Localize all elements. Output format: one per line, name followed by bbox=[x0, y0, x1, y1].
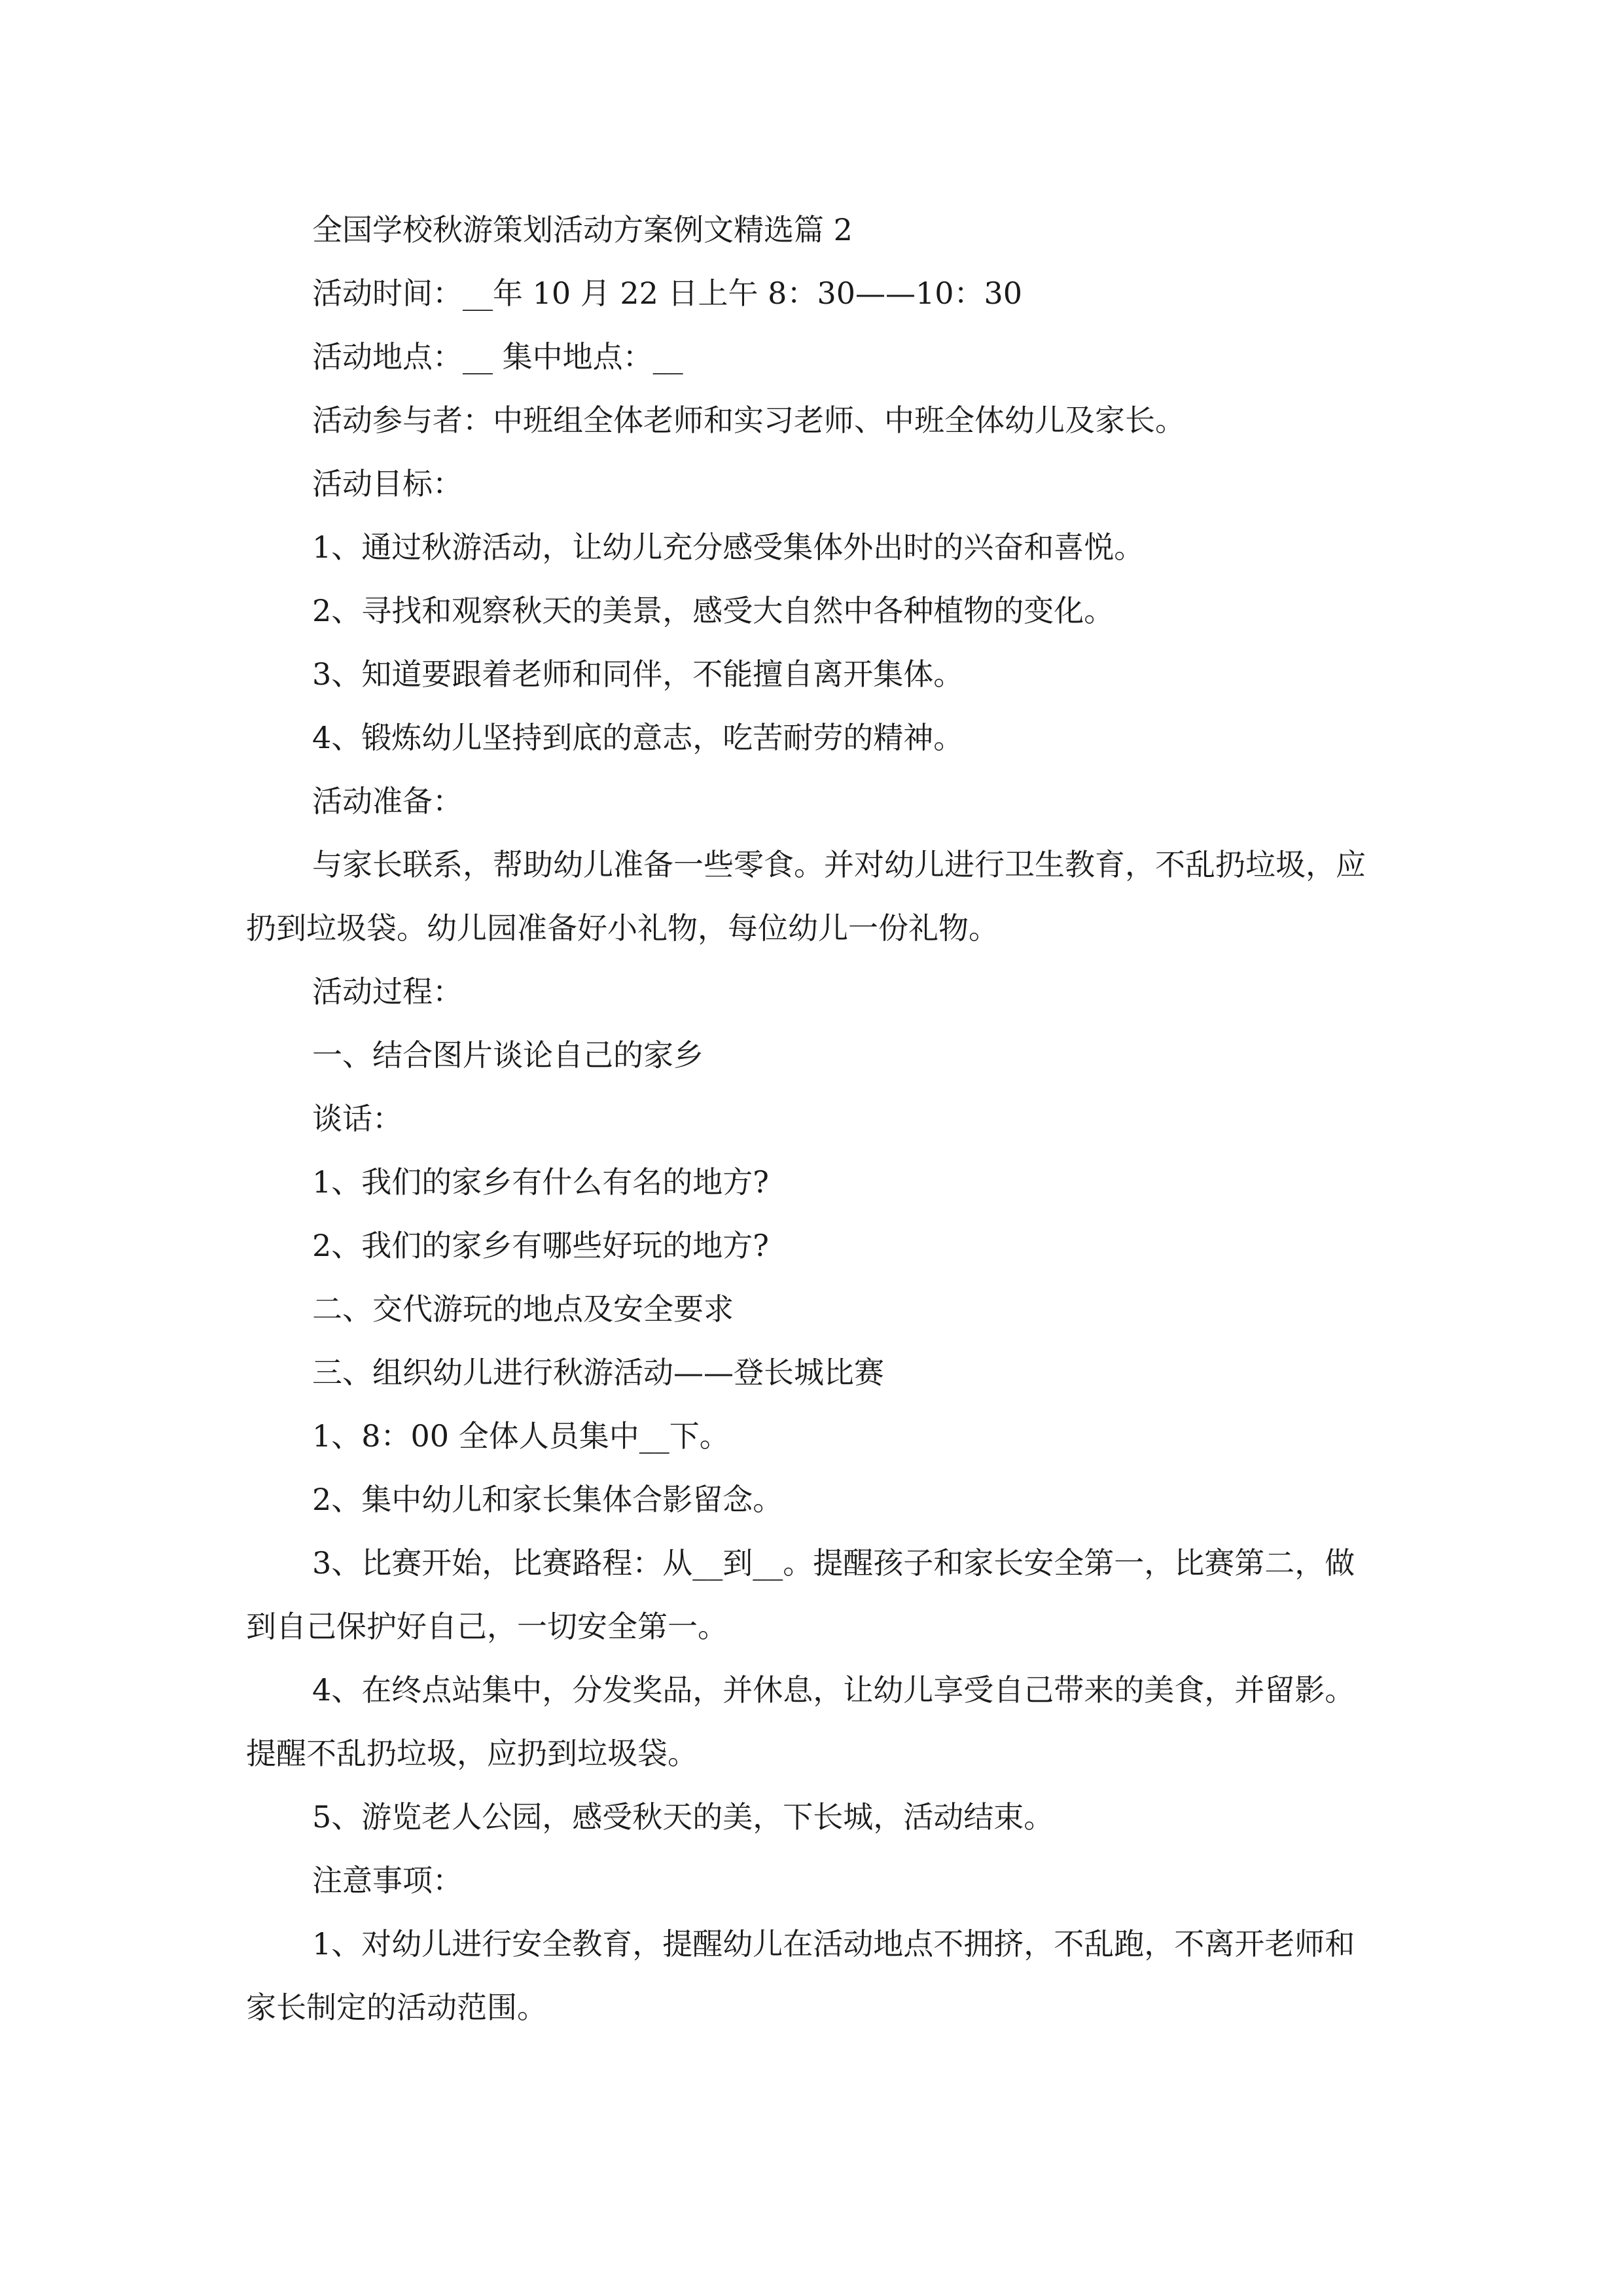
goal-item: 3、知道要跟着老师和同伴，不能擅自离开集体。 bbox=[312, 656, 964, 692]
note-item: 1、对幼儿进行安全教育，提醒幼儿在活动地点不拥挤，不乱跑，不离开老师和家长制定的活动范围。 bbox=[246, 1926, 1355, 2025]
talk-heading: 谈话： bbox=[312, 1101, 402, 1136]
activity-place: 活动地点：__ 集中地点：__ bbox=[312, 339, 683, 374]
goal-item: 1、通过秋游活动，让幼儿充分感受集体外出时的兴奋和喜悦。 bbox=[312, 529, 1145, 565]
document-title: 全国学校秋游策划活动方案例文精选篇 2 bbox=[312, 212, 853, 247]
talk-question: 2、我们的家乡有哪些好玩的地方? bbox=[312, 1228, 769, 1263]
talk-question: 1、我们的家乡有什么有名的地方? bbox=[312, 1164, 769, 1200]
step3-item: 1、8：00 全体人员集中__下。 bbox=[312, 1418, 730, 1454]
process-step-2: 二、交代游玩的地点及安全要求 bbox=[312, 1291, 734, 1327]
step3-item: 3、比赛开始，比赛路程：从__到__。提醒孩子和家长安全第一，比赛第二，做到自己保护好自己，一切安全第一。 bbox=[246, 1545, 1355, 1644]
notes-heading: 注意事项： bbox=[312, 1863, 463, 1898]
step3-item: 5、游览老人公园，感受秋天的美，下长城，活动结束。 bbox=[312, 1799, 1054, 1835]
goals-heading: 活动目标： bbox=[312, 466, 463, 501]
process-step-1: 一、结合图片谈论自己的家乡 bbox=[312, 1037, 704, 1073]
process-step-3: 三、组织幼儿进行秋游活动——登长城比赛 bbox=[312, 1355, 884, 1390]
activity-participants: 活动参与者：中班组全体老师和实习老师、中班全体幼儿及家长。 bbox=[312, 403, 1185, 438]
goal-item: 2、寻找和观察秋天的美景，感受大自然中各种植物的变化。 bbox=[312, 593, 1115, 628]
document-body bbox=[246, 198, 1383, 2039]
step3-item: 2、集中幼儿和家长集体合影留念。 bbox=[312, 1482, 783, 1517]
activity-time: 活动时间：__年 10 月 22 日上午 8：30——10：30 bbox=[312, 276, 1023, 311]
step3-item: 4、在终点站集中，分发奖品，并休息，让幼儿享受自己带来的美食，并留影。提醒不乱扔垃圾，应扔到垃圾袋。 bbox=[246, 1672, 1355, 1771]
prep-paragraph: 与家长联系，帮助幼儿准备一些零食。并对幼儿进行卫生教育，不乱扔垃圾，应扔到垃圾袋。幼儿园准备好小礼物，每位幼儿一份礼物。 bbox=[246, 847, 1366, 946]
goal-item: 4、锻炼幼儿坚持到底的意志，吃苦耐劳的精神。 bbox=[312, 720, 964, 755]
process-heading: 活动过程： bbox=[312, 974, 463, 1009]
prep-heading: 活动准备： bbox=[312, 783, 463, 819]
